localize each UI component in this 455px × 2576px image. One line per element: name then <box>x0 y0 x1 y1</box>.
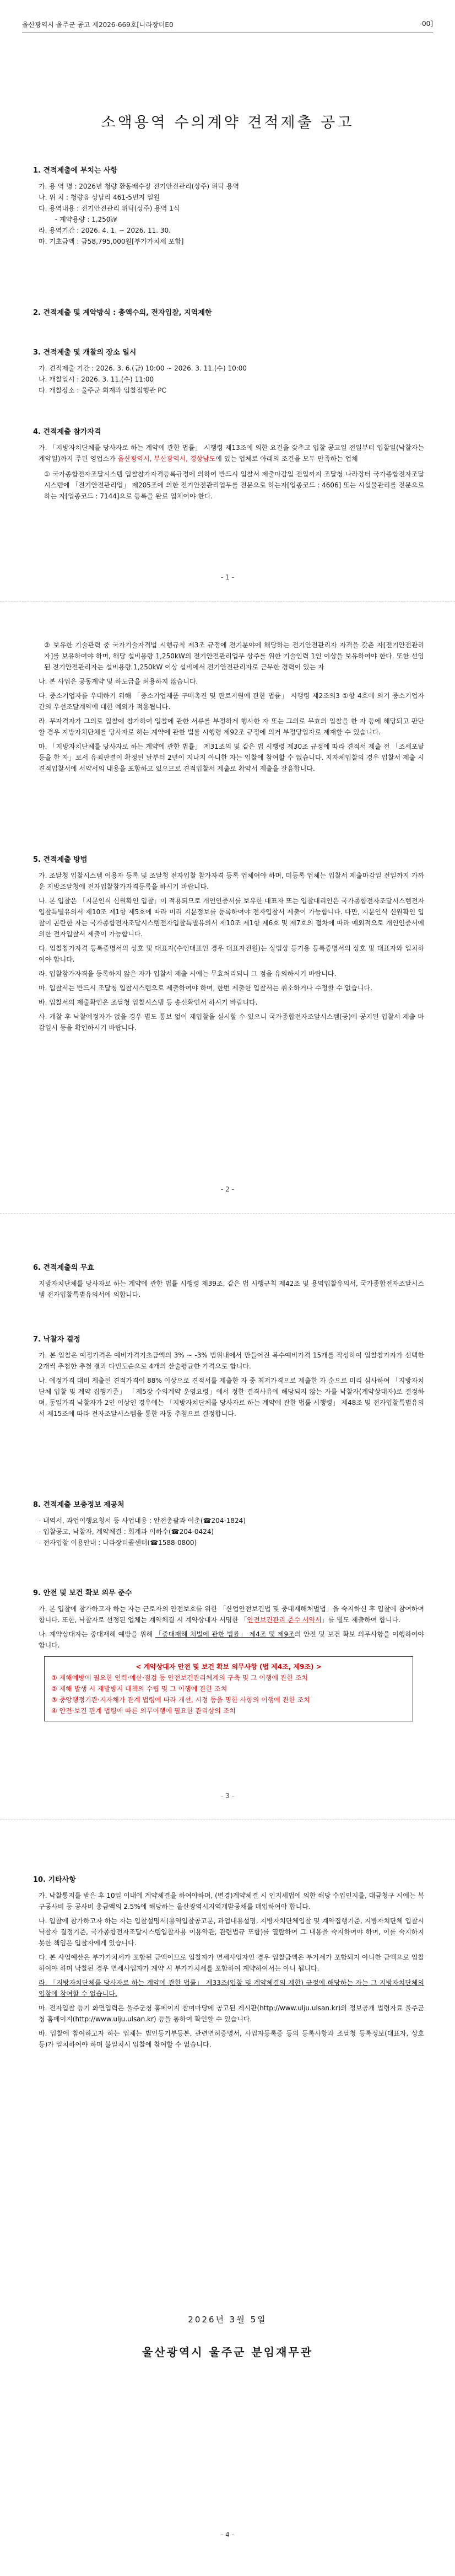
s5-para: 바. 입찰서의 제출확인은 조달청 입찰시스템 등 송신확인서 하시기 바랍니다. <box>39 999 258 1006</box>
s5-para: 다. 입찰참가자격 등록증명서의 상호 및 대표자(수인대표인 경우 대표자전원)는 상법상 등기용 등록증명서의 상호 및 대표자와 일치하여야 합니다. <box>39 944 424 963</box>
s9-para: 가. 본 입찰에 참가하고자 하는 자는 근로자의 안전보호를 위한 「산업안전보건법 및 중대재해처벌법」을 숙지하신 후 입찰에 참여하여 합니다. 또한, 낙찰자로 선정된 업체는 계약체결 시 계약상대자 서명한 「안전보건관리 준수 서약서」를 별도 제출하여 합니다. <box>39 1605 424 1624</box>
emphasis-text: 안전보건관리 준수 서약서 <box>247 1616 322 1624</box>
s1-line: - 계약용량 : 1,250㎾ <box>55 216 117 223</box>
s10-para: 가. 낙찰통지를 받은 후 10일 이내에 계약체결을 하여야하며, (변경)계약체결 시 인지세법에 의한 해당 수입인지를, 대금청구 시에는 복구공사비 등 공사비 총금액의 2.5%에 해당하는 울산광역시지역개발공채를 매입하여야 합니다. <box>39 1892 424 1910</box>
header-right: -00] <box>419 20 433 28</box>
s4b-para: 다. 중소기업자를 우대하기 위해 「중소기업제품 구매촉진 및 판로지원에 관한 법률」 시행령 제2조의3 ①항 4호에 의거 중소기업자 간의 우선조달계약에 대한 예외가 적용됩니다. <box>39 692 424 711</box>
page-number: - 4 - <box>221 2531 234 2539</box>
header-left: 울산광역시 울주군 공고 제2026-669호[나라장터E0 <box>22 21 174 29</box>
s1-line: 마. 기초금액 : 금58,795,000원[부가가치세 포함] <box>39 238 184 245</box>
notice-date: 2026년 3월 5일 <box>188 2315 267 2325</box>
s10-para: 라. 「지방자치단체를 당사자로 하는 계약에 관한 법률」 제33조(입찰 및 계약체결의 제한) 규정에 해당하는 자는 그 지방자치단체의 입찰에 참여할 수 없습니다. <box>39 1979 424 1998</box>
section-9 <box>33 1588 424 1721</box>
s1-line: 라. 용역기간 : 2026. 4. 1. ~ 2026. 11. 30. <box>39 227 171 234</box>
s10-para: 나. 입찰에 참가하고자 하는 자는 입찰설명서(용역입찰공고문, 과업내용설명, 지방자치단체입찰 및 계약집행기준, 지방자치단체 입찰시 낙찰자 결정기준, 국가종합전자조달시스템입찰자용 이용약관, 관련법규 포함)를 열람하여 그 내용을 숙지하여야 하며, 이를 숙지하지 못한 책임은 입찰자에게 있습니다. <box>39 1917 424 1947</box>
s4b-para: 마. 「지방자치단체를 당사자로 하는 계약에 관한 법률」 제31조의 및 같은 법 시행령 제30조 규정에 따라 견적서 제출 전 「조세포탈 등을 한 자」로서 유죄판결이 확정된 날부터 2년이 지나지 아니한 자는 입찰에 참여할 수 없습니다. 지자체입찰의 경우 입찰서 제출 시 견적입찰서에 서약서의 내용을 포함하고 있으므로 견적입찰서 제출로 확약서 제출을 갈음합니다. <box>39 743 424 772</box>
s4b-para: 나. 본 사업은 공동계약 및 하도급을 허용하지 않습니다. <box>39 678 198 685</box>
page-number: - 1 - <box>221 573 234 581</box>
header-rule <box>22 32 433 33</box>
section-7-title: 7. 낙찰자 결정 <box>33 1335 80 1344</box>
s6-para: 지방자치단체를 당사자로 하는 계약에 관한 법률 시행령 제39조, 같은 법 시행규칙 제42조 및 용역입찰유의서, 국가종합전자조달시스템 전자입찰특별유의서에 의합니다. <box>39 1280 424 1298</box>
section-7 <box>33 1334 424 1419</box>
s8-line: - 입찰공고, 낙찰자, 계약체결 : 회계과 이하수(☎204-0424) <box>39 1528 214 1536</box>
s4-para: ① 국가종합전자조달시스템 입찰참가자격등록규정에 의하여 반드시 입찰서 제출마감일 전일까지 조달청 나라장터 국가종합전자조달시스템에 「전기안전관리업」 제205조에 의한 전기안전관리업무를 전문으로 하는자[업종코드 : 4606] 또는 시설물관리를 전문으로 하는 자[업종코드 : 7144]으로 등록을 완료 업체여야 한다. <box>44 470 424 500</box>
section-10 <box>33 1875 424 2050</box>
s4-para: 가. 「지방자치단체를 당사자로 하는 계약에 관한 법률」 시행령 제13조에 의한 요건을 갖추고 입찰 공고일 전일부터 입찰일(낙찰자는 계약일)까지 주된 영업소가 울산광역시, 부산광역시, 경상남도에 있는 업체로 아래의 조건을 모두 만족하는 업체 <box>39 444 424 463</box>
s10-para: 다. 본 사업예산은 부가가치세가 포함된 금액이므로 입찰자가 면세사업자인 경우 입찰금액은 부가세가 포함되지 아니한 금액으로 입찰하여야 하며 낙찰된 경우 면세사업자가 계약 시 부가가치세를 포함하여 계약하여서는 아니 됩니다. <box>39 1954 424 1972</box>
section-6-title: 6. 견적제출의 무효 <box>33 1264 94 1272</box>
emphasis-text: 울산광역시, 부산광역시, 경상남도 <box>117 455 216 463</box>
box-item: ③ 중앙행정기관·지자체가 관계 법령에 따라 개선, 시정 등을 명한 사항의 이행에 관한 조치 <box>51 1696 310 1704</box>
s5-para: 라. 입찰참가자격을 등록하지 않은 자가 입찰서 제출 시에는 무효처리되니 그 점을 유의하시기 바랍니다. <box>39 970 337 978</box>
safety-obligations-box <box>44 1656 413 1721</box>
s7-para: 나. 예정가격 대비 제출된 견적가격이 88% 이상으로 견적서를 제출한 자 중 최저가격으로 제출한 자 순으로 미리 심사하여 「지방자치단체 입찰 및 계약 집행기준」 「제5장 수의계약 운영요령」에서 정한 결격사유에 해당되지 않는 자를 낙찰자(계약상대자)로 결정하며, 동일가격 낙찰자가 2인 이상인 경우에는 「지방자치단체를 당사자로 하는 계약에 관한 법률 시행령」 제48조 및 전자입찰특별유의서 제15조에 따라 전자조달시스템을 통한 자동 추첨으로 결정합니다. <box>39 1377 424 1418</box>
page-title: 소액용역 수의계약 견적제출 공고 <box>101 114 354 131</box>
s3-line: 나. 개찰일시 : 2026. 3. 11.(수) 11:00 <box>39 375 154 383</box>
section-8-title: 8. 견적제출 보충정보 제공처 <box>33 1501 124 1509</box>
box-item: ② 재해 발생 시 재발방지 대책의 수립 및 그 이행에 관한 조치 <box>51 1685 228 1693</box>
section-3 <box>33 347 424 396</box>
page-number: - 3 - <box>221 1792 234 1800</box>
section-8 <box>33 1500 424 1548</box>
section-5 <box>33 855 424 1033</box>
page-number: - 2 - <box>221 1185 234 1193</box>
s8-line: - 전자입찰 이용안내 : 나라장터콜센터(☎1588-0800) <box>39 1539 197 1547</box>
s9-para: 나. 계약상대자는 중대재해 예방을 위해 「중대재해 처벌에 관한 법률」 제4조 및 제9조의 안전 및 보건 확보 의무사항을 이행하여야 합니다. <box>39 1630 424 1649</box>
s3-line: 가. 견적제출 기간 : 2026. 3. 6.(금) 10:00 ~ 2026. 3. 11.(수) 10:00 <box>39 364 247 372</box>
box-item: ① 재해예방에 필요한 인력·예산·점검 등 안전보건관리체계의 구축 및 그 이행에 관한 조치 <box>51 1674 308 1682</box>
section-1 <box>33 165 424 247</box>
s4b-para: ② 보유한 기술관력 중 국가기술자격법 시행규칙 제3조 규정에 전기분야에 해당하는 전기안전관리자 자격을 갖춘 자[전기안전관리자]를 보유하여야 하며, 해당 설비용량 1,250kW의 전기안전관리업무 상주를 위한 기술인력 1인 이상을 보유하여야 한다. 또한 선임된 전기안전관리자는 설비용량 1,250kW 이상 설비에서 전기안전관리자로 근무한 경력이 있는 자 <box>44 641 424 671</box>
s1-line: 다. 용역내용 : 전기안전관리 위탁(상주) 용역 1식 <box>39 205 180 212</box>
s7-para: 가. 본 입찰은 예정가격은 예비가격기초금액의 3% ~ -3% 범위내에서 만들어진 복수예비가격 15개를 작성하여 입찰참가자가 선택한 2개씩 추첨한 추첨 결과 다빈도순으로 4개의 산술평균한 가격으로 합니다. <box>39 1351 424 1370</box>
section-2 <box>33 308 424 323</box>
section-4-title: 4. 견적제출 참가자격 <box>33 428 101 436</box>
box-title: < 계약상대자 안전 및 보건 확보 의무사항 (법 제4조, 제9조) > <box>136 1663 322 1671</box>
s8-line: - 내역서, 과업이행요청서 등 사업내용 : 안전총괄과 이춘(☎204-1824) <box>39 1517 246 1525</box>
s5-para: 가. 조달청 입찰시스템 이용자 등록 및 조달청 전자입찰 참가자격 등록 업체여야 하며, 미등록 업체는 입찰서 제출마감일 전일까지 가까운 지방조달청에 전자입찰참가자격등록을 하시기 바랍니다. <box>39 872 424 890</box>
s1-line: 가. 용 역 명 : 2026년 청량 환동배수장 전기안전관리(상주) 위탁 용역 <box>39 183 240 190</box>
s1-line: 나. 위 치 : 청량읍 상남리 461-5번지 일원 <box>39 194 160 201</box>
section-1-title: 1. 견적제출에 부치는 사항 <box>33 167 118 175</box>
s10-para: 바. 입찰에 참여하고자 하는 업체는 법인등기부등본, 관련면허증명서, 사업자등록증 등의 등록사항과 조달청 등록정보(대표자, 상호 등)가 일치하여야 하며 불일치시 입찰에 참여할 수 없습니다. <box>39 2030 424 2048</box>
section-2-title: 2. 견적제출 및 계약방식 : 총액수의, 전자입찰, 지역제한 <box>33 309 212 317</box>
page-break <box>0 1213 455 1214</box>
s10-para: 마. 전자입찰 등기 화면입력은 울주군청 홈페이지 참여마당에 공고된 게시판(http://www.ulju.ulsan.kr)의 정보공개 법령자료 울주군청 홈페이지(http://www.ulju.ulsan.kr) 등을 통하여 확인할 수 있습니다. <box>39 2004 424 2023</box>
s5-para: 마. 입찰서는 반드시 조달청 입찰시스템으로 제출하여야 하며, 한번 제출한 입찰서는 취소하거나 수정할 수 없습니다. <box>39 984 372 992</box>
box-item: ④ 안전·보건 관계 법령에 따른 의무이행에 필요한 관리상의 조치 <box>51 1707 236 1715</box>
s4b-para: 라. 무자격자가 그의로 입찰에 참가하여 입찰에 관한 서류를 부정하게 행사한 자 또는 그의로 무효의 입찰을 한 자 등에 해당되고 판단할 경우 지방자치단체를 당사자로 하는 계약에 관한 법률 시행령 제92조 규정에 의거 부정당업자로 제재할 수 있습니다. <box>39 717 424 736</box>
doc-header <box>22 20 433 29</box>
section-10-title: 10. 기타사항 <box>33 1876 76 1884</box>
issuer-signature: 울산광역시 울주군 분임재무관 <box>142 2346 313 2359</box>
s5-para: 나. 본 입찰은 「지문인식 신원확인 입찰」이 적용되므로 개인인증서를 보유한 대표자 또는 입찰대리인은 국가종합전자조달시스템전자입찰특별유의서 제10조 제1항 제5호에 따라 미리 지문정보를 등록하여야 전자입찰서 제출이 가능합니다. 다만, 지문인식 신원확인 입찰이 곤란한 자는 국가종합전자조달시스템전자입찰특별유의서 제10조 제1항 제6호 및 제7호의 절차에 따라 예외적으로 개인인증서에 의한 전자입찰서 제출이 가능합니다. <box>39 897 424 938</box>
section-5-title: 5. 견적제출 방법 <box>33 856 88 864</box>
section-6 <box>33 1263 424 1300</box>
section-4 <box>33 427 424 502</box>
s3-line: 다. 개찰장소 : 울주군 회계과 입찰집행관 PC <box>39 387 166 394</box>
emphasis-text: 「중대재해 처벌에 관한 법률」 제4조 및 제9조 <box>155 1630 295 1638</box>
section-3-title: 3. 견적제출 및 개찰의 장소 일시 <box>33 348 137 357</box>
s5-para: 사. 개찰 후 낙찰예정자가 없을 경우 별도 통보 없이 재입찰을 실시할 수 있으니 국가종합전자조달시스템(공)에 공지된 입찰서 제출 마감일시 등을 확인하시기 바랍니다. <box>39 1013 424 1032</box>
page-break <box>0 601 455 602</box>
section-9-title: 9. 안전 및 보건 확보 의무 준수 <box>33 1589 132 1597</box>
section-4-cont <box>33 640 424 774</box>
